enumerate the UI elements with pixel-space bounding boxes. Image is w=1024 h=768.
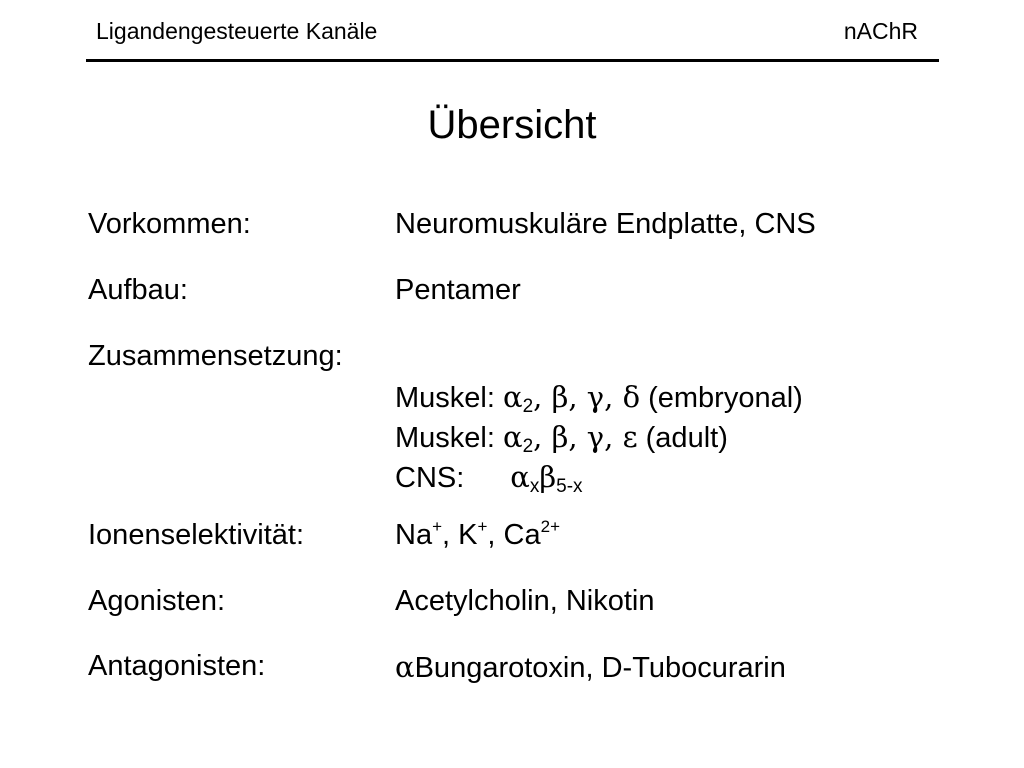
- row-label: Ionenselektivität:: [88, 519, 305, 551]
- ion-sodium: Na: [395, 519, 433, 551]
- row-value: Pentamer: [395, 274, 521, 306]
- alpha-subscript: 2: [522, 396, 534, 417]
- ion-charge: +: [432, 517, 443, 536]
- slide-title: Übersicht: [427, 103, 597, 147]
- ion-calcium: , Ca: [487, 519, 541, 551]
- header-topic-label: nAChR: [843, 18, 918, 44]
- beta-subscript: 5-x: [556, 476, 583, 497]
- beta-symbol: β: [539, 460, 557, 494]
- subunit-list: , β, γ, δ: [533, 380, 641, 414]
- alpha-subscript: 2: [522, 436, 534, 457]
- row-label: Agonisten:: [88, 585, 226, 617]
- row-label: Vorkommen:: [88, 208, 251, 240]
- subunit-composition-cns: [395, 460, 583, 495]
- subunit-composition-adult: [395, 420, 728, 455]
- header-section-title: Ligandengesteuerte Kanäle: [96, 18, 378, 44]
- alpha-subscript: x: [529, 476, 540, 497]
- header-divider: [86, 59, 939, 62]
- alpha-symbol: α: [502, 380, 523, 414]
- ion-list: [395, 519, 560, 552]
- composition-prefix: Muskel:: [395, 422, 503, 454]
- alpha-symbol: α: [502, 420, 523, 454]
- ion-charge: 2+: [540, 517, 560, 536]
- row-value: [395, 650, 786, 685]
- row-label: Zusammensetzung:: [88, 340, 343, 372]
- row-value: Neuromuskuläre Endplatte, CNS: [395, 208, 816, 240]
- ion-charge: +: [477, 517, 488, 536]
- composition-prefix: Muskel:: [395, 382, 503, 414]
- row-label: Antagonisten:: [88, 650, 266, 682]
- alpha-symbol: α: [395, 650, 415, 684]
- row-value: Acetylcholin, Nikotin: [395, 585, 655, 617]
- composition-suffix: (embryonal): [640, 382, 803, 414]
- ion-potassium: , K: [442, 519, 478, 551]
- subunit-list: , β, γ, ε: [533, 420, 638, 454]
- row-label: Aufbau:: [88, 274, 188, 306]
- alpha-symbol: α: [510, 460, 530, 494]
- composition-prefix: CNS:: [395, 462, 465, 494]
- composition-suffix: (adult): [637, 422, 728, 454]
- antagonist-list: Bungarotoxin, D-Tubocurarin: [414, 652, 786, 684]
- subunit-composition-embryonal: [395, 380, 803, 415]
